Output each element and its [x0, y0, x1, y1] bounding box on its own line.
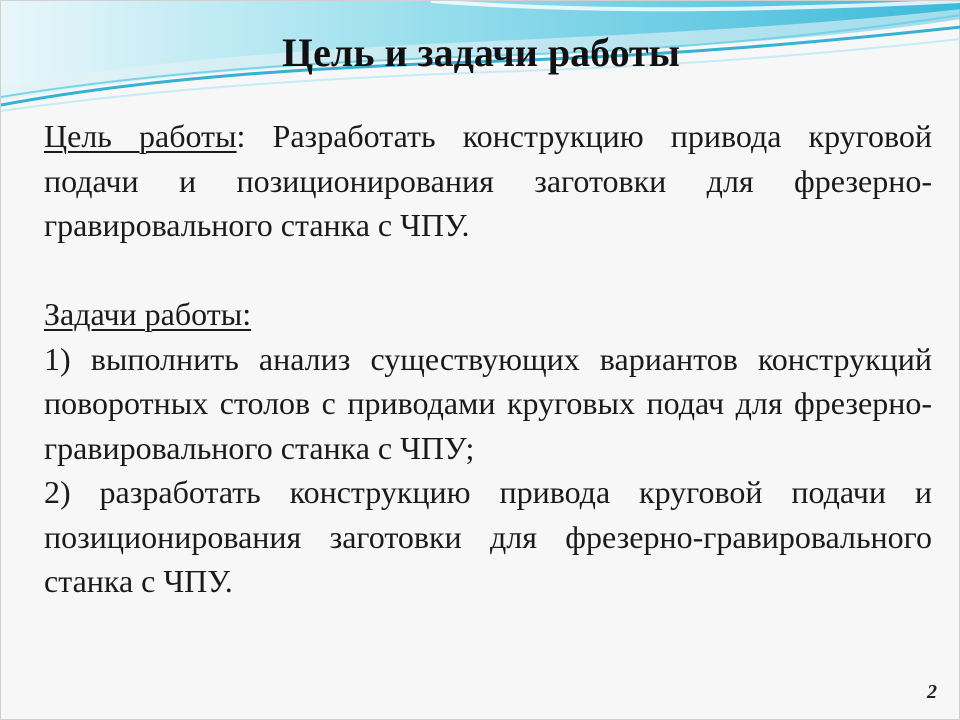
slide-content — [44, 114, 932, 604]
goal-paragraph — [44, 114, 932, 248]
slide-title: Цель и задачи работы — [282, 30, 680, 75]
goal-text: : Разработать конструкцию привода круговой подачи и позиционирования заготовки для фрезерно-гравировального станка с ЧПУ. — [44, 118, 933, 243]
spacer — [44, 248, 932, 293]
tasks-heading-paragraph — [44, 292, 932, 337]
goal-label: Цель работы — [44, 118, 237, 154]
tasks-label: Задачи работы: — [44, 296, 252, 332]
task-item-1: 1) выполнить анализ существующих вариантов конструкций поворотных столов с приводами круговых подач для фрезерно-гравировального станка с ЧПУ; — [44, 340, 932, 466]
task-item-2: 2) разработать конструкцию привода круговой подачи и позиционирования заготовки для фрезерно-гравировального станка с ЧПУ. — [44, 474, 932, 599]
page-number: 2 — [927, 681, 937, 703]
